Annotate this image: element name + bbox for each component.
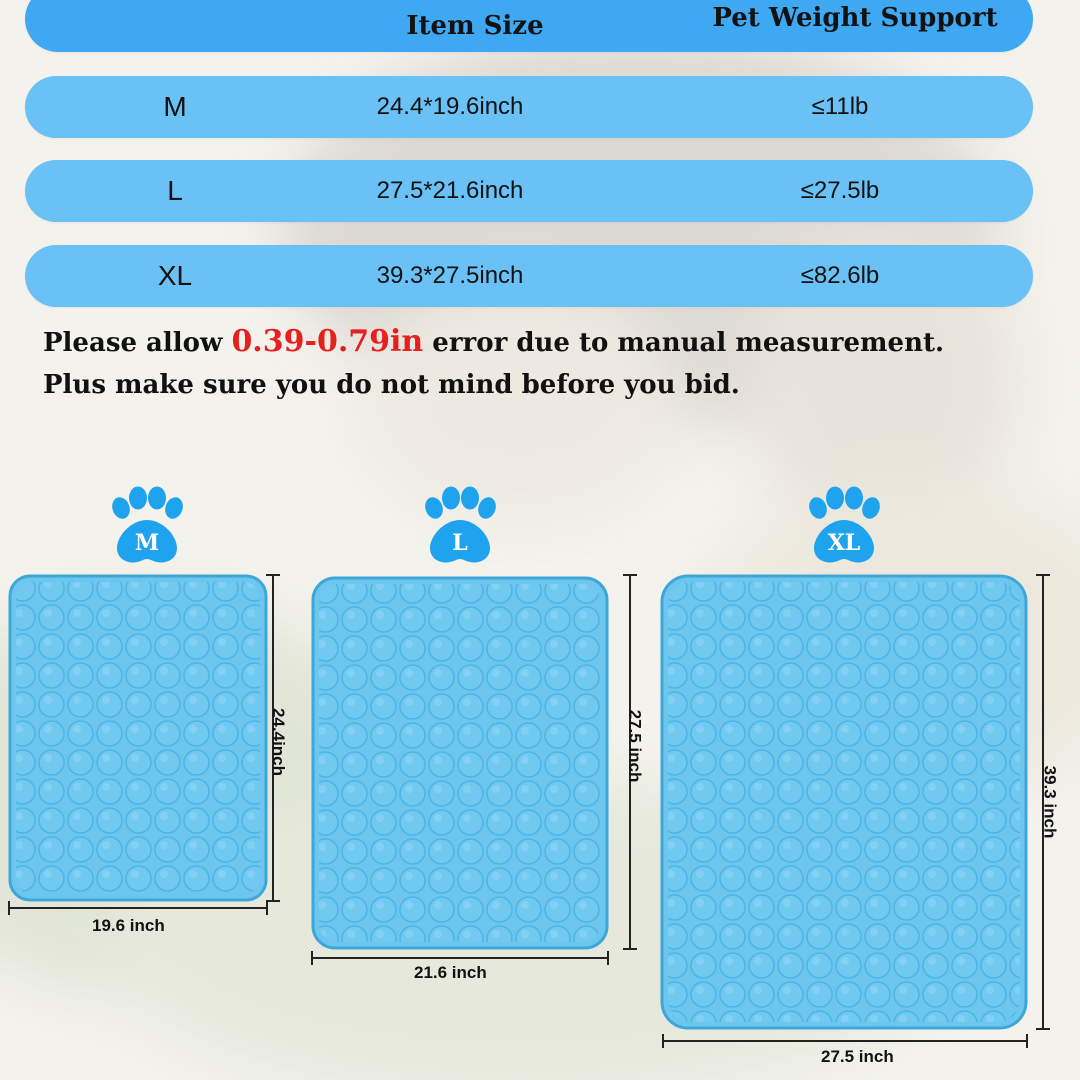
width-dimension-line bbox=[8, 907, 268, 909]
row-size: L bbox=[167, 175, 183, 206]
paw-size-label: XL bbox=[827, 530, 861, 556]
width-dimension-line bbox=[662, 1040, 1028, 1042]
height-label: 39.3 inch bbox=[1040, 765, 1060, 839]
width-label: 21.6 inch bbox=[414, 963, 487, 982]
row-weight: ≤11lb bbox=[811, 93, 869, 120]
row-dimensions: 24.4*19.6inch bbox=[376, 93, 524, 120]
dimension-tick bbox=[266, 574, 280, 576]
table-row bbox=[25, 160, 1033, 222]
header-pet-weight-support: Pet Weight Support bbox=[712, 3, 998, 33]
note-text: error due to manual measurement. bbox=[423, 328, 945, 358]
dimension-tick bbox=[1036, 574, 1050, 576]
dimension-tick bbox=[266, 900, 280, 902]
paw-icon bbox=[107, 486, 187, 568]
dimension-tick bbox=[1026, 1034, 1028, 1048]
row-dimensions: 27.5*21.6inch bbox=[376, 177, 524, 204]
dimension-tick bbox=[1036, 1028, 1050, 1030]
dimension-tick bbox=[607, 951, 609, 965]
measurement-note bbox=[43, 324, 1063, 359]
mat-xl bbox=[660, 574, 1028, 1030]
dimension-tick bbox=[8, 901, 10, 915]
dimension-tick bbox=[623, 574, 637, 576]
height-label: 27.5 inch bbox=[625, 709, 645, 783]
dimension-tick bbox=[662, 1034, 664, 1048]
paw-size-label: M bbox=[134, 530, 160, 556]
row-weight: ≤27.5lb bbox=[800, 177, 880, 204]
header-item-size: Item Size bbox=[406, 11, 544, 41]
height-label: 24.4inch bbox=[269, 707, 289, 777]
table-header bbox=[25, 0, 1033, 52]
paw-size-label: L bbox=[452, 530, 468, 556]
row-dimensions: 39.3*27.5inch bbox=[376, 262, 524, 289]
width-dimension-line bbox=[311, 957, 609, 959]
paw-icon bbox=[804, 486, 884, 568]
width-label: 27.5 inch bbox=[821, 1047, 894, 1066]
table-row bbox=[25, 245, 1033, 307]
mat-l bbox=[311, 576, 609, 950]
dimension-tick bbox=[311, 951, 313, 965]
row-size: XL bbox=[157, 260, 193, 291]
table-row bbox=[25, 76, 1033, 138]
width-label: 19.6 inch bbox=[92, 916, 165, 935]
row-weight: ≤82.6lb bbox=[800, 262, 880, 289]
paw-icon bbox=[420, 486, 500, 568]
dimension-tick bbox=[266, 901, 268, 915]
dimension-tick bbox=[623, 948, 637, 950]
mat-m bbox=[8, 574, 268, 902]
note-text: Please allow bbox=[43, 328, 232, 358]
row-size: M bbox=[163, 91, 187, 122]
note-highlight: 0.39-0.79in bbox=[231, 324, 424, 359]
bid-note: Plus make sure you do not mind before you bid. bbox=[43, 370, 740, 400]
